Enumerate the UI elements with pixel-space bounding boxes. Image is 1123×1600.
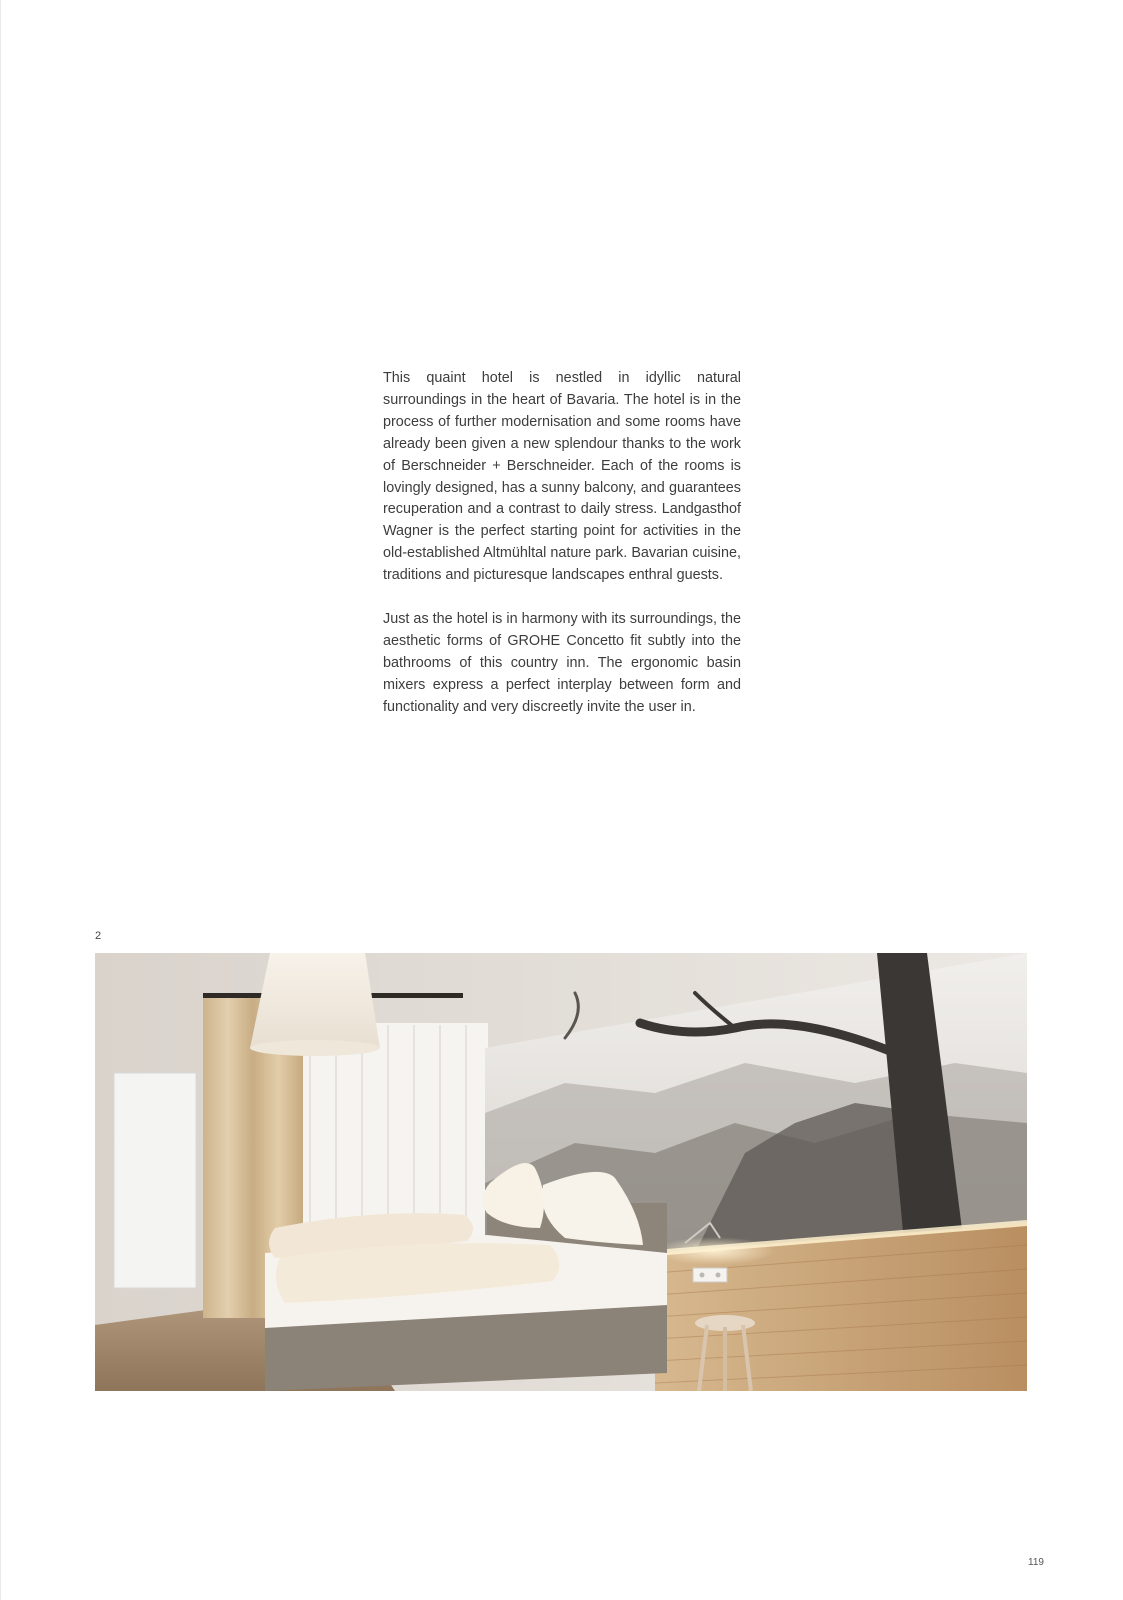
hotel-room-photo — [95, 953, 1027, 1391]
body-paragraph-1: This quaint hotel is nestled in idyllic natural surroundings in the heart of Bavaria. The hotel is in the process of further modernisation and some rooms have already been given a new splendour thanks to the work of Berschneider + Berschneider. Each of the rooms is lovingly designed, has a sunny balcony, and guarantees recuperation and a contrast to daily stress. Landgasthof Wagner is the perfect starting point for activities in the old-established Altmühltal nature park. Bavarian cuisine, traditions and picturesque landscapes enthral guests. — [383, 370, 741, 584]
power-socket — [693, 1268, 727, 1282]
body-text — [383, 368, 741, 719]
socket-hole — [700, 1273, 705, 1278]
pendant-lamp-bottom — [250, 1040, 380, 1056]
page-number: 119 — [1028, 1557, 1044, 1568]
pendant-lamp — [250, 953, 380, 1048]
radiator — [114, 1073, 196, 1288]
body-paragraph-2: Just as the hotel is in harmony with its surroundings, the aesthetic forms of GROHE Concetto fit subtly into the bathrooms of this country inn. The ergonomic basin mixers express a perfect interplay between form and functionality and very discreetly invite the user in. — [383, 611, 741, 715]
page-edge-line — [0, 0, 1, 1600]
socket-hole — [716, 1273, 721, 1278]
led-glow — [655, 1237, 775, 1265]
figure-number: 2 — [95, 930, 102, 942]
